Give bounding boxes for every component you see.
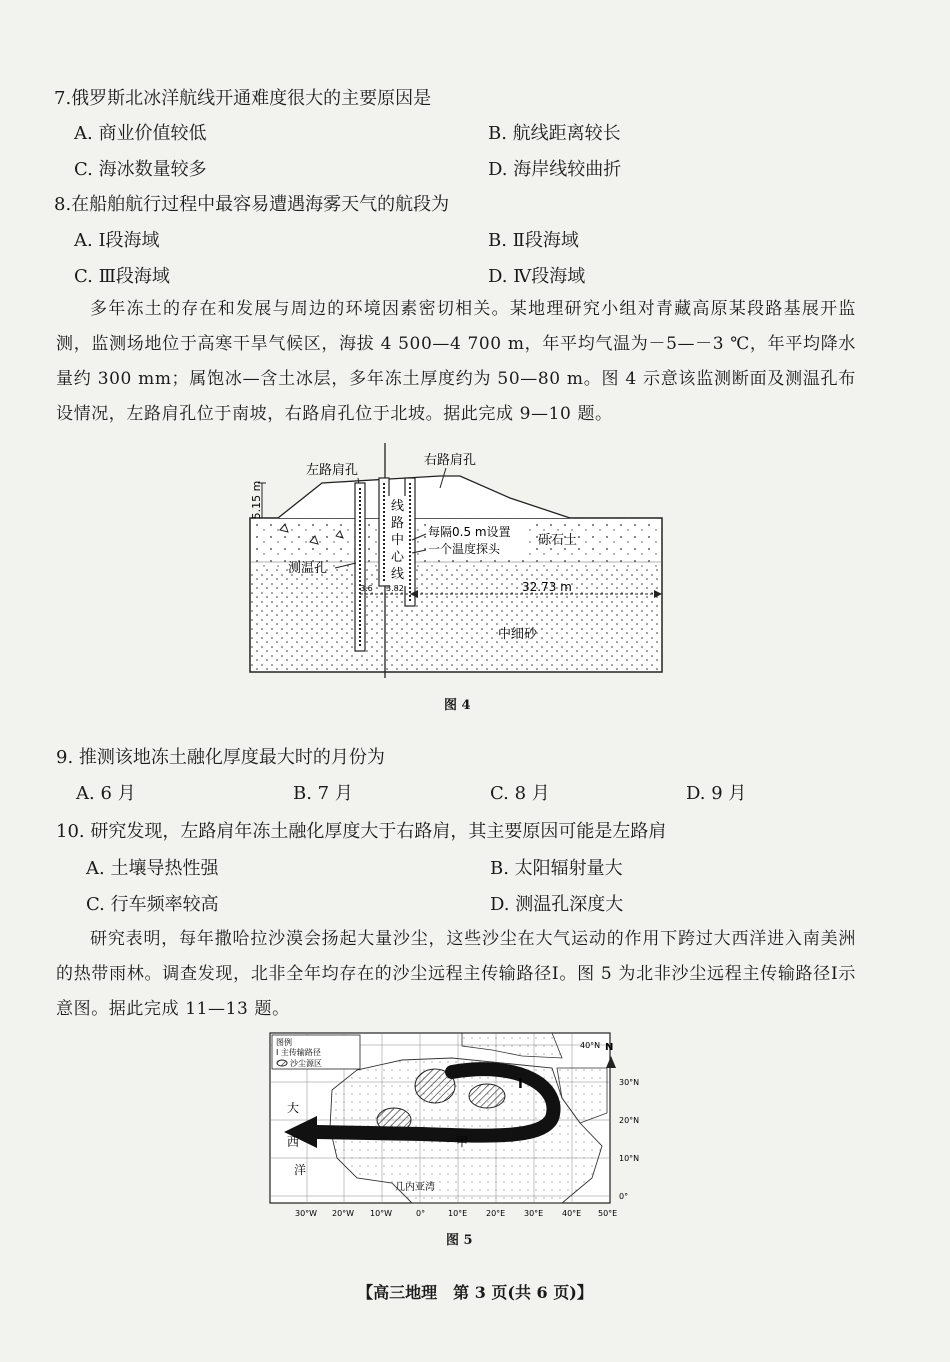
- fig5-ocean-3: 洋: [294, 1163, 307, 1177]
- q10-option-b[interactable]: B. 太阳辐射量大: [490, 858, 623, 879]
- fig5-lon-10e: 10°E: [448, 1209, 468, 1218]
- q9-option-c[interactable]: C. 8 月: [490, 783, 550, 804]
- fig4-dist-left: 3.6: [360, 584, 373, 593]
- page-footer: 【高三地理 第 3 页(共 6 页)】: [357, 1283, 593, 1302]
- q10-option-a[interactable]: A. 土壤导热性强: [86, 858, 219, 879]
- q8-option-a[interactable]: A. Ⅰ段海域: [74, 230, 160, 251]
- fig5-ocean-1: 大: [287, 1101, 300, 1115]
- q9-option-b[interactable]: B. 7 月: [293, 783, 353, 804]
- fig4-probe-note-1: 每隔0.5 m设置: [428, 525, 511, 539]
- fig4-gravel-label: 砾石土: [538, 533, 578, 548]
- fig4-center-char-1: 线: [391, 499, 405, 514]
- figure-4-caption: 图 4: [444, 698, 471, 713]
- fig5-jia-label: 甲: [456, 1135, 469, 1149]
- q7-stem: 7.俄罗斯北冰洋航线开通难度很大的主要原因是: [54, 88, 432, 109]
- fig4-center-char-4: 心: [391, 550, 405, 565]
- fig5-lat-0: 0°: [619, 1192, 629, 1201]
- fig5-lat-20n: 20°N: [619, 1116, 640, 1125]
- q9-stem: 9. 推测该地冻土融化厚度最大时的月份为: [56, 747, 385, 768]
- figure-4-diagram: [240, 438, 670, 683]
- q7-option-d[interactable]: D. 海岸线较曲折: [488, 159, 622, 180]
- fig4-dist-right: 32.73 m: [522, 580, 572, 594]
- q8-option-d[interactable]: D. Ⅳ段海域: [488, 266, 586, 287]
- fig4-sand-label: 中细砂: [498, 627, 538, 642]
- fig5-path-mark: Ⅰ: [518, 1077, 523, 1092]
- fig4-center-char-5: 线: [391, 567, 405, 582]
- q10-option-d[interactable]: D. 测温孔深度大: [490, 894, 624, 915]
- fig5-legend-title: 图例: [276, 1038, 292, 1047]
- fig4-dist-mid: 3.82: [386, 584, 404, 593]
- fig4-center-char-3: 中: [391, 533, 405, 548]
- passage-permafrost: 多年冻土的存在和发展与周边的环境因素密切相关。某地理研究小组对青藏高原某段路基展开监测，监测场地位于高寒干旱气候区，海拔 4 500—4 700 m，年平均气温为－5—－3 ℃，年平均降水量约 300 mm；属饱冰—含土冰层，多年冻土厚度约为 50—80 m。图 4 示意该监测断面及测温孔布设情况，左路肩孔位于南坡，右路肩孔位于北坡。据此完成 9—10 题。: [56, 299, 856, 424]
- fig5-lon-40e: 40°E: [562, 1209, 582, 1218]
- fig4-left-hole-label: 左路肩孔: [306, 463, 359, 478]
- fig4-right-hole-label: 右路肩孔: [424, 453, 477, 468]
- q10-stem: 10. 研究发现，左路肩年冻土融化厚度大于右路肩，其主要原因可能是左路肩: [56, 821, 667, 842]
- fig5-lon-30w: 30°W: [295, 1209, 318, 1218]
- q7-option-c[interactable]: C. 海冰数量较多: [74, 159, 207, 180]
- fig4-height: 5.15 m: [250, 480, 263, 520]
- figure-5-map: [262, 1028, 657, 1223]
- q8-stem: 8.在船舶航行过程中最容易遭遇海雾天气的航段为: [54, 194, 450, 215]
- fig5-lon-20e: 20°E: [486, 1209, 506, 1218]
- fig4-center-char-2: 路: [391, 516, 405, 531]
- fig5-lon-0: 0°: [416, 1209, 426, 1218]
- fig5-north-mark: N: [605, 1042, 614, 1053]
- fig5-lon-50e: 50°E: [598, 1209, 618, 1218]
- fig4-hole-label: 测温孔: [288, 561, 328, 576]
- fig5-legend-source: 沙尘源区: [290, 1059, 322, 1068]
- dust-source-2: [469, 1084, 505, 1108]
- q7-option-a[interactable]: A. 商业价值较低: [74, 123, 207, 144]
- fig5-lat-40n: 40°N: [580, 1041, 601, 1050]
- q9-option-a[interactable]: A. 6 月: [76, 783, 136, 804]
- fig5-lon-10w: 10°W: [370, 1209, 393, 1218]
- fig5-lon-30e: 30°E: [524, 1209, 544, 1218]
- q8-option-c[interactable]: C. Ⅲ段海域: [74, 266, 170, 287]
- fig5-guinea-bay: 几内亚湾: [395, 1182, 435, 1193]
- q8-option-b[interactable]: B. Ⅱ段海域: [488, 230, 579, 251]
- fig5-lat-30n: 30°N: [619, 1078, 640, 1087]
- fig5-lat-10n: 10°N: [619, 1154, 640, 1163]
- fig5-lon-20w: 20°W: [332, 1209, 355, 1218]
- q10-option-c[interactable]: C. 行车频率较高: [86, 894, 219, 915]
- q9-option-d[interactable]: D. 9 月: [686, 783, 747, 804]
- fig5-legend-path: Ⅰ 主传输路径: [276, 1048, 321, 1057]
- fig4-probe-note-2: 一个温度探头: [428, 542, 501, 556]
- q7-option-b[interactable]: B. 航线距离较长: [488, 123, 621, 144]
- fig5-ocean-2: 西: [287, 1135, 300, 1149]
- passage-dust: 研究表明，每年撒哈拉沙漠会扬起大量沙尘，这些沙尘在大气运动的作用下跨过大西洋进入南美洲的热带雨林。调查发现，北非全年均存在的沙尘远程主传输路径Ⅰ。图 5 为北非沙尘远程主传输路径Ⅰ示意图。据此完成 11—13 题。: [56, 929, 856, 1019]
- figure-5-caption: 图 5: [446, 1233, 473, 1248]
